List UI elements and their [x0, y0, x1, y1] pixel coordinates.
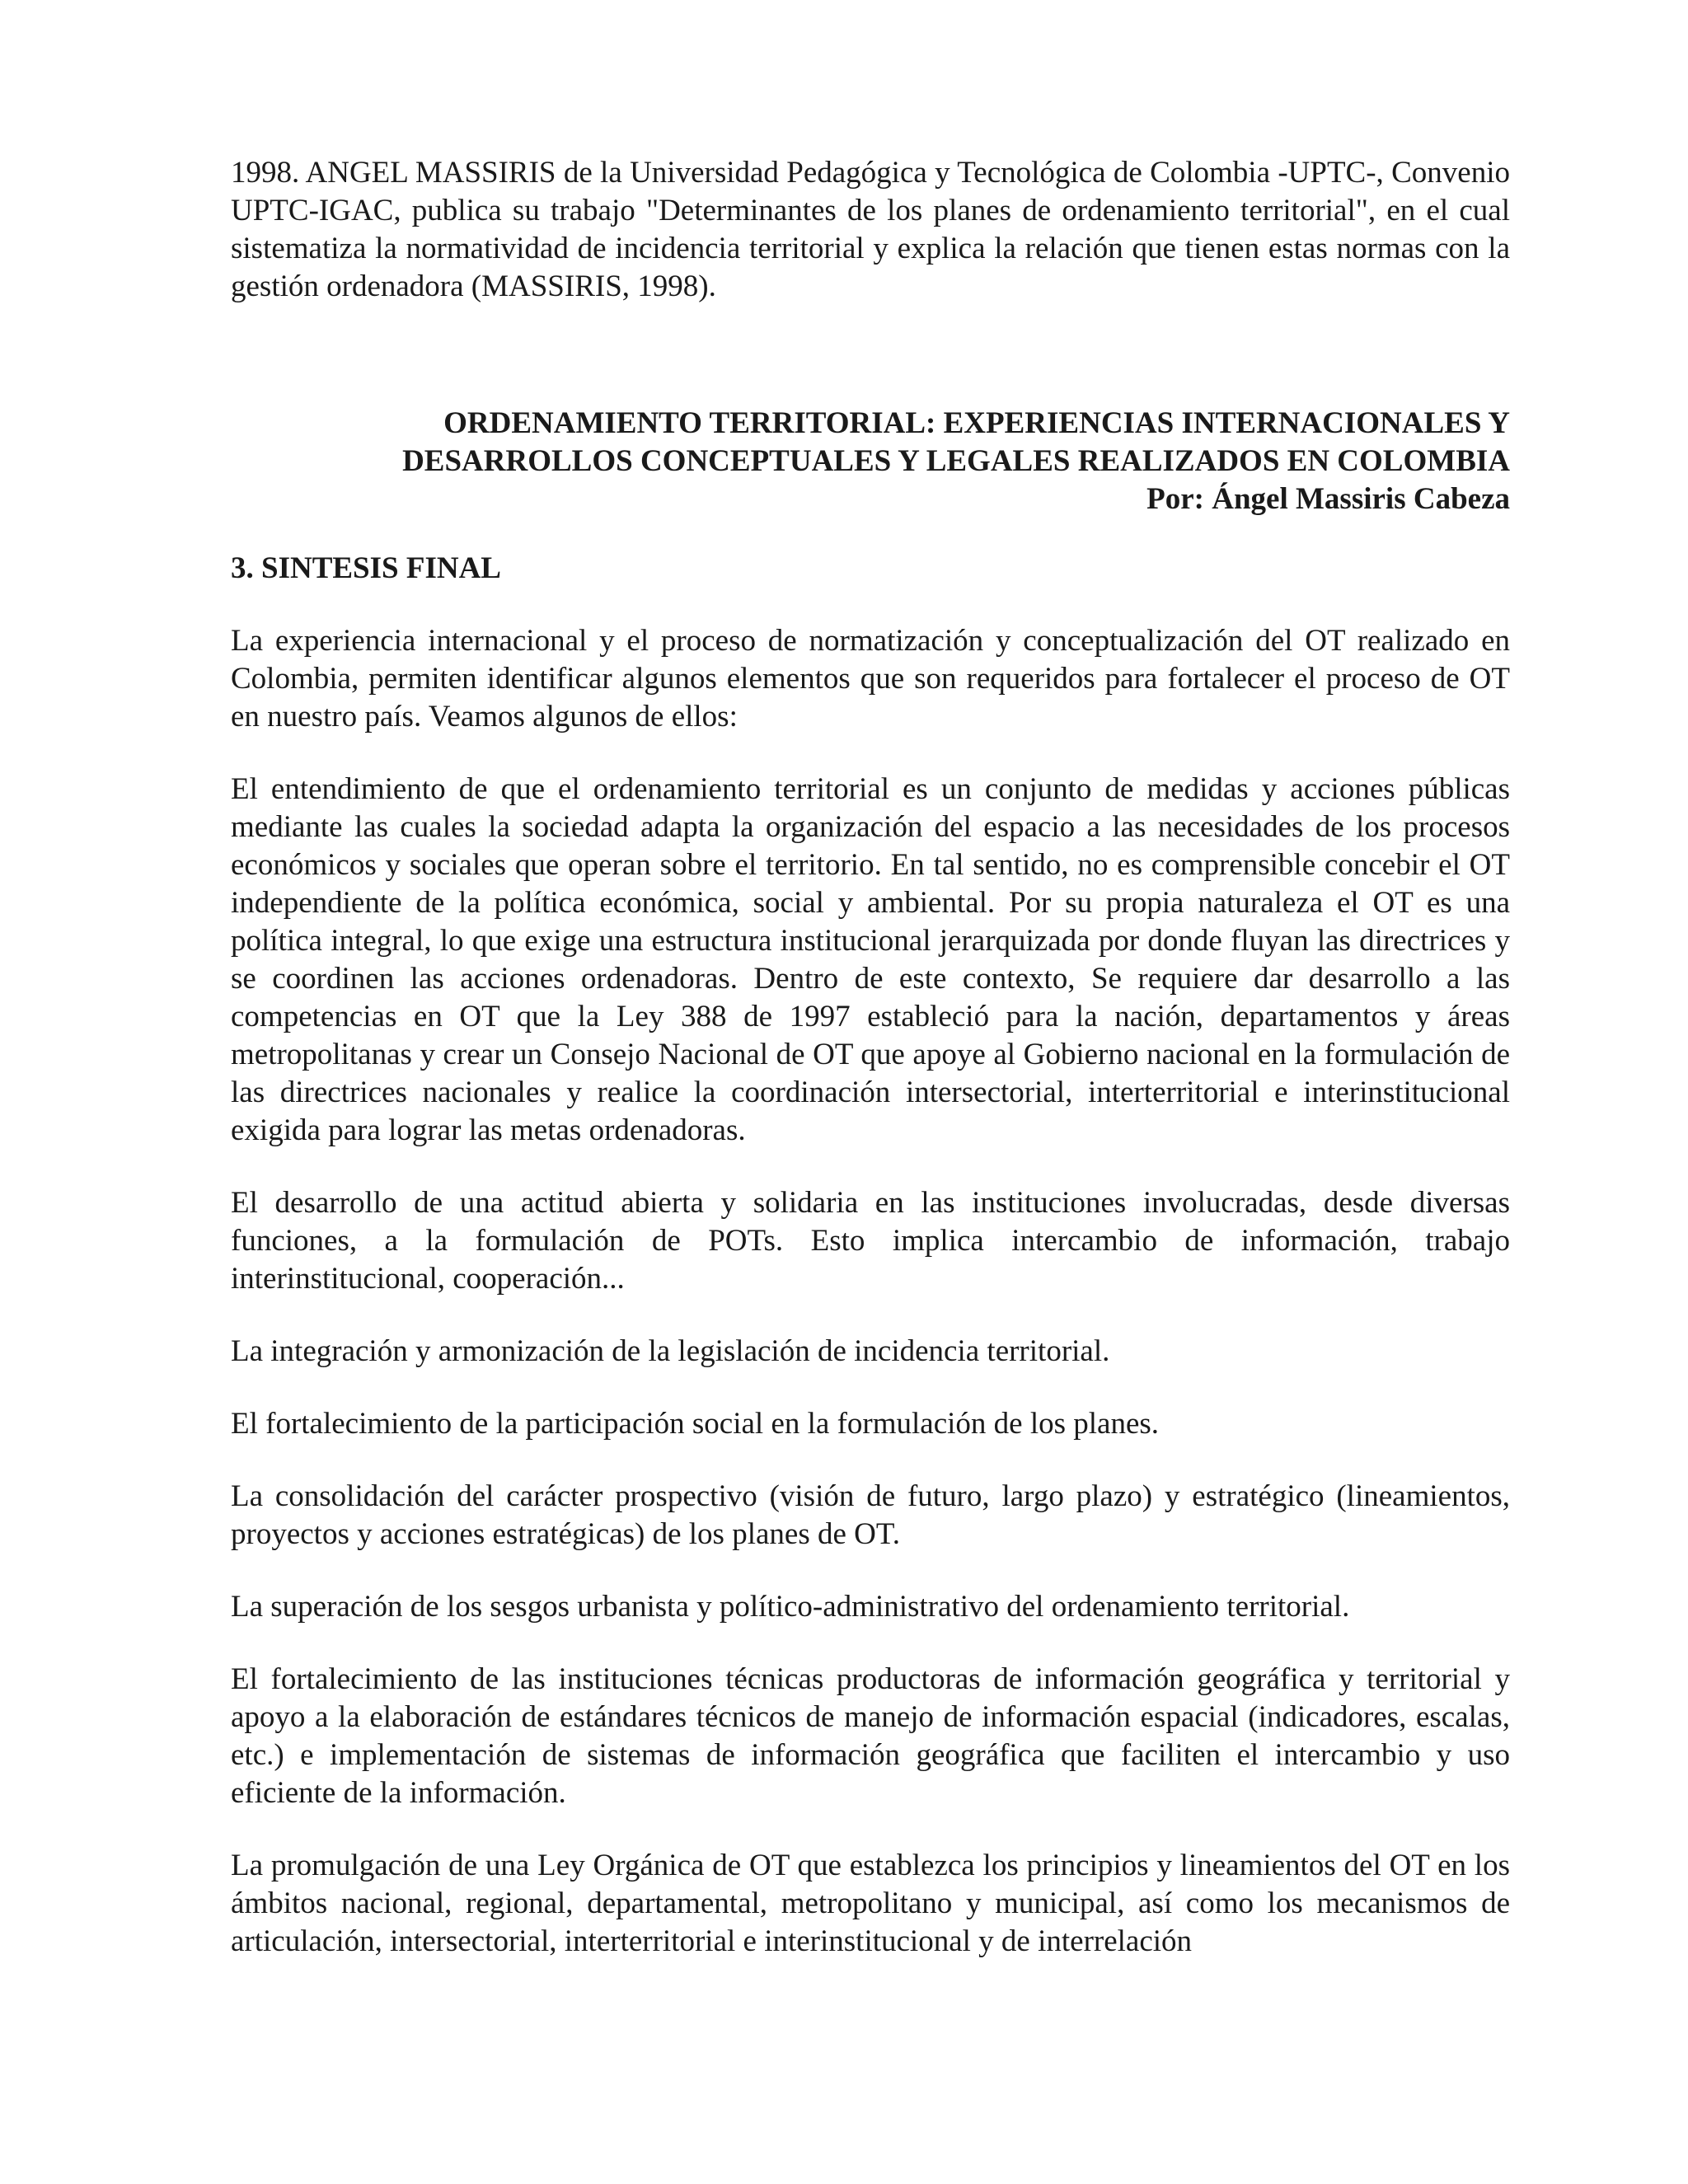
section-heading: 3. SINTESIS FINAL: [231, 551, 501, 585]
article-author: Por: Ángel Massiris Cabeza: [1146, 482, 1510, 516]
body-paragraph: El desarrollo de una actitud abierta y solidaria en las instituciones involucradas, desde diversas funciones, a la formulación de POTs. Esto implica intercambio de información, trabajo interinstitucional, cooperación...: [231, 1186, 1510, 1296]
body-paragraph: La superación de los sesgos urbanista y político-administrativo del ordenamiento territorial.: [231, 1590, 1350, 1624]
body-paragraph: El fortalecimiento de las instituciones técnicas productoras de información geográfica y territorial y apoyo a la elaboración de estándares técnicos de manejo de información espacial (indicadores, escalas, etc.) e implementación de sistemas de información geográfica que faciliten el intercambio y uso eficiente de la información.: [231, 1662, 1510, 1810]
intro-paragraph: 1998. ANGEL MASSIRIS de la Universidad Pedagógica y Tecnológica de Colombia -UPTC-, Convenio UPTC-IGAC, publica su trabajo "Determinantes de los planes de ordenamiento territorial", en el cual sistematiza la normatividad de incidencia territorial y explica la relación que tienen estas normas con la gestión ordenadora (MASSIRIS, 1998).: [231, 156, 1510, 303]
article-title-line-2: DESARROLLOS CONCEPTUALES Y LEGALES REALIZADOS EN COLOMBIA: [402, 444, 1510, 478]
body-paragraph: La consolidación del carácter prospectivo (visión de futuro, largo plazo) y estratégico (lineamientos, proyectos y acciones estratégicas) de los planes de OT.: [231, 1479, 1510, 1551]
body-paragraph: El fortalecimiento de la participación social en la formulación de los planes.: [231, 1407, 1160, 1441]
body-paragraph: La integración y armonización de la legislación de incidencia territorial.: [231, 1334, 1110, 1368]
page-content: [231, 154, 1510, 1995]
body-paragraph: La experiencia internacional y el proceso de normatización y conceptualización del OT realizado en Colombia, permiten identificar algunos elementos que son requeridos para fortalecer el proceso de OT en nuestro país. Veamos algunos de ellos:: [231, 624, 1510, 733]
body-paragraph: La promulgación de una Ley Orgánica de OT que establezca los principios y lineamientos del OT en los ámbitos nacional, regional, departamental, metropolitano y municipal, así como los mecanismos de articulación, intersectorial, interterritorial e interinstitucional y de interrelación: [231, 1849, 1510, 1958]
article-title-line-1: ORDENAMIENTO TERRITORIAL: EXPERIENCIAS INTERNACIONALES Y: [443, 406, 1510, 440]
body-paragraph: El entendimiento de que el ordenamiento territorial es un conjunto de medidas y acciones públicas mediante las cuales la sociedad adapta la organización del espacio a las necesidades de los procesos económicos y sociales que operan sobre el territorio. En tal sentido, no es comprensible concebir el OT independiente de la política económica, social y ambiental. Por su propia naturaleza el OT es una política integral, lo que exige una estructura institucional jerarquizada por donde fluyan las directrices y se coordinen las acciones ordenadoras. Dentro de este contexto, Se requiere dar desarrollo a las competencias en OT que la Ley 388 de 1997 estableció para la nación, departamentos y áreas metropolitanas y crear un Consejo Nacional de OT que apoye al Gobierno nacional en la formulación de las directrices nacionales y realice la coordinación intersectorial, interterritorial e interinstitucional exigida para lograr las metas ordenadoras.: [231, 772, 1510, 1147]
article-title-block: [231, 405, 1510, 518]
